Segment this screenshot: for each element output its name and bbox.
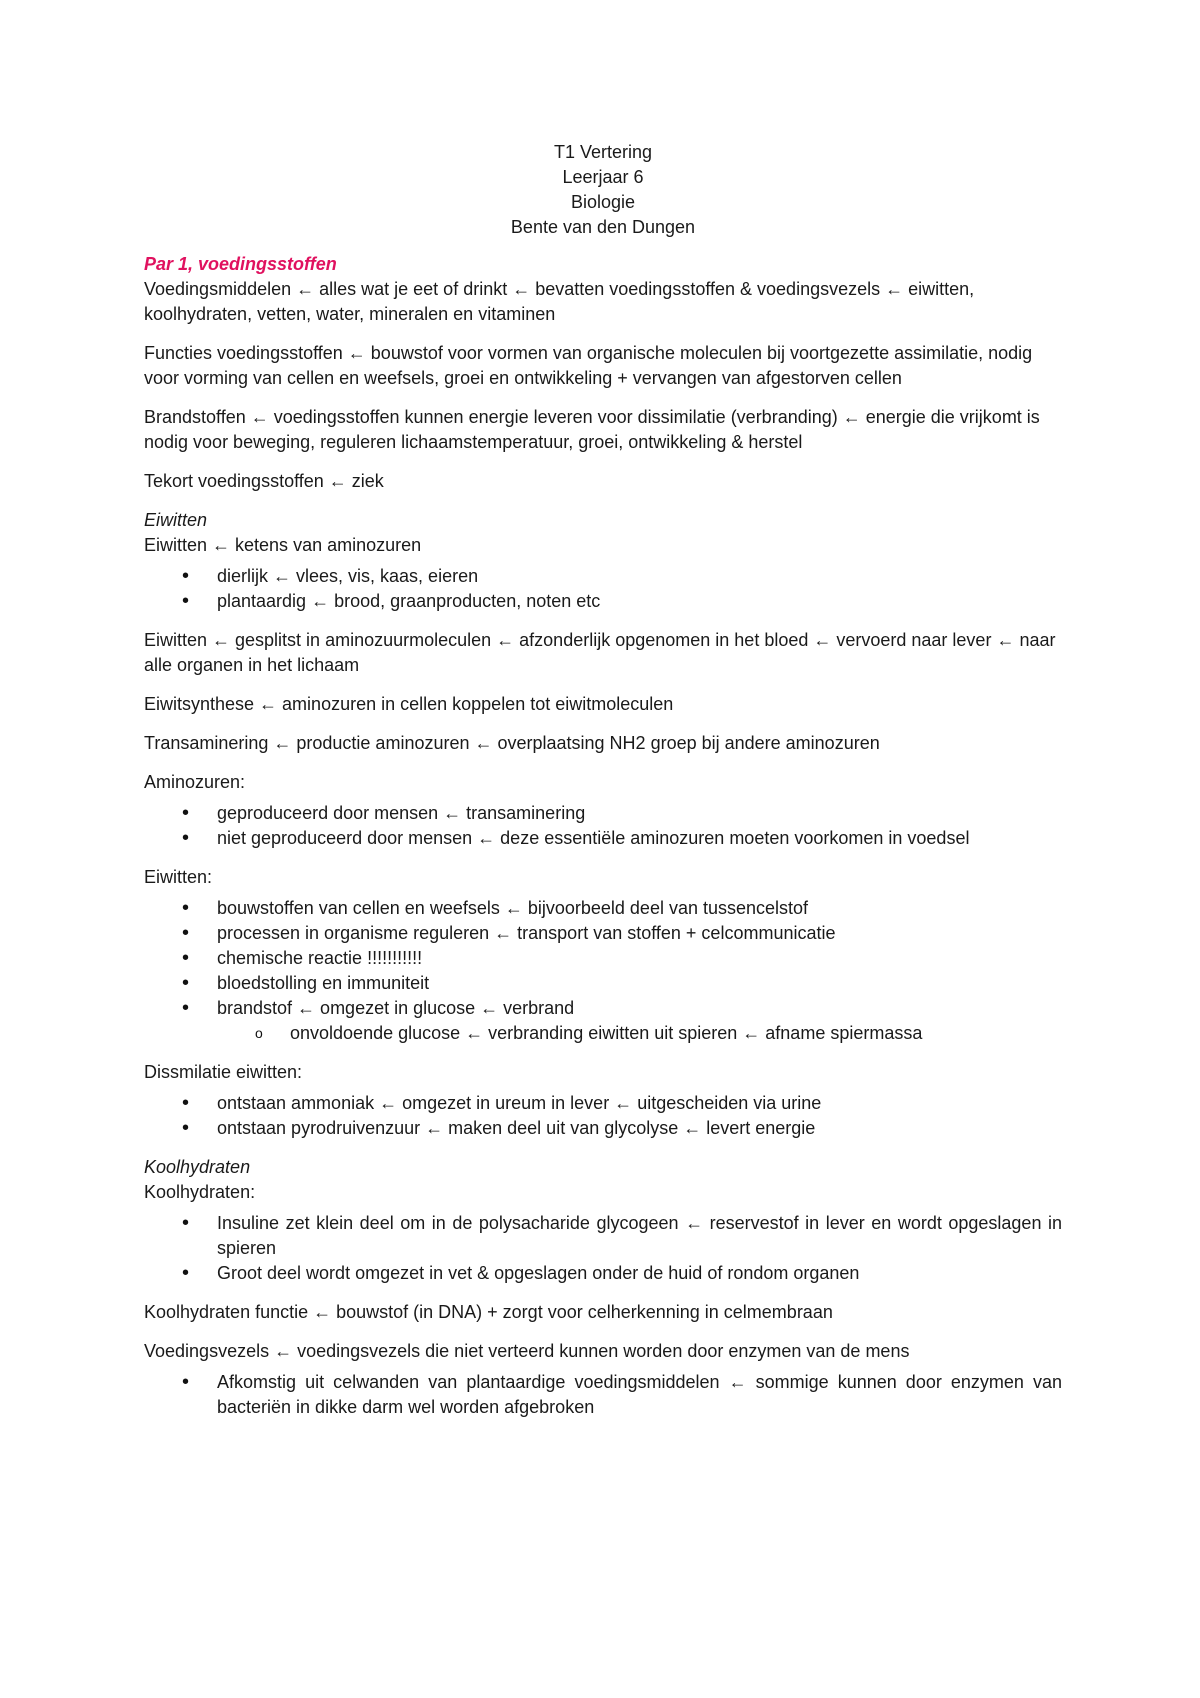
list-item: • ontstaan pyrodruivenzuur ← maken deel uit van glycolyse ← levert energie (144, 1116, 1062, 1141)
label-dissimilatie: Dissmilatie eiwitten: (144, 1062, 303, 1082)
list-item: • processen in organisme reguleren ← transport van stoffen + celcommunicatie (144, 921, 1062, 946)
list-item: • geproduceerd door mensen ← transaminering (144, 801, 1062, 826)
list-item: • Insuline zet klein deel om in de polysacharide glycogeen ← reservestof in lever en wordt opgeslagen in spieren (144, 1211, 1062, 1261)
list-voedingsvezels (144, 1370, 1062, 1420)
list-item: • plantaardig ← brood, graanproducten, noten etc (144, 589, 1062, 614)
subheading-koolhydraten: Koolhydraten (144, 1157, 251, 1177)
list-item: • bouwstoffen van cellen en weefsels ← bijvoorbeeld deel van tussencelstof (144, 896, 1062, 921)
paragraph-koolhydraten-functie: Koolhydraten functie ← bouwstof (in DNA) + zorgt voor celherkenning in celmembraan (144, 1302, 833, 1322)
subheading-eiwitten: Eiwitten (144, 510, 208, 530)
header-year: Leerjaar 6 (562, 167, 644, 187)
label-aminozuren: Aminozuren: (144, 772, 246, 792)
list-item: • bloedstolling en immuniteit (144, 971, 1062, 996)
paragraph-eiwitten-gesplitst: Eiwitten ← gesplitst in aminozuurmoleculen ← afzonderlijk opgenomen in het bloed ← vervoerd naar lever ← naar alle organen in het lichaam (144, 630, 1056, 675)
list-item: • ontstaan ammoniak ← omgezet in ureum in lever ← uitgescheiden via urine (144, 1091, 1062, 1116)
list-eiwitten-sub (144, 1021, 1062, 1046)
list-dissimilatie (144, 1091, 1062, 1141)
list-koolhydraten (144, 1211, 1062, 1286)
document-page (144, 140, 1062, 1434)
paragraph-functies: Functies voedingsstoffen ← bouwstof voor vormen van organische moleculen bij voortgezette assimilatie, nodig voor vorming van cellen en weefsels, groei en ontwikkeling + vervangen van afgestorven cellen (144, 343, 1033, 388)
paragraph-eiwitsynthese: Eiwitsynthese ← aminozuren in cellen koppelen tot eiwitmoleculen (144, 694, 674, 714)
paragraph-transaminering: Transaminering ← productie aminozuren ← overplaatsing NH2 groep bij andere aminozuren (144, 733, 880, 753)
list-item: • niet geproduceerd door mensen ← deze essentiële aminozuren moeten voorkomen in voedsel (144, 826, 1062, 851)
list-eiwitten-functies (144, 896, 1062, 1021)
label-koolhydraten: Koolhydraten: (144, 1182, 256, 1202)
list-eiwitten-bronnen (144, 564, 1062, 614)
list-item: • chemische reactie !!!!!!!!!!! (144, 946, 1062, 971)
paragraph-voedingsvezels: Voedingsvezels ← voedingsvezels die niet verteerd kunnen worden door enzymen van de mens (144, 1341, 910, 1361)
list-item: • Afkomstig uit celwanden van plantaardige voedingsmiddelen ← sommige kunnen door enzymen van bacteriën in dikke darm wel worden afgebroken (144, 1370, 1062, 1420)
label-eiwitten: Eiwitten: (144, 867, 213, 887)
section-title: Par 1, voedingsstoffen (144, 254, 337, 274)
document-header (144, 140, 1062, 240)
list-item: o onvoldoende glucose ← verbranding eiwitten uit spieren ← afname spiermassa (144, 1021, 1062, 1046)
list-item: • Groot deel wordt omgezet in vet & opgeslagen onder de huid of rondom organen (144, 1261, 1062, 1286)
paragraph-eiwitten-ketens: Eiwitten ← ketens van aminozuren (144, 535, 422, 555)
header-subject: Biologie (570, 192, 636, 212)
header-author: Bente van den Dungen (510, 217, 696, 237)
header-title: T1 Vertering (553, 142, 653, 162)
list-item: • brandstof ← omgezet in glucose ← verbrand (144, 996, 1062, 1021)
paragraph-brandstoffen: Brandstoffen ← voedingsstoffen kunnen energie leveren voor dissimilatie (verbranding) ← energie die vrijkomt is nodig voor beweging, reguleren lichaamstemperatuur, groei, ontwikkeling & herstel (144, 407, 1040, 452)
paragraph-voedingsmiddelen: Voedingsmiddelen ← alles wat je eet of drinkt ← bevatten voedingsstoffen & voedingsvezels ← eiwitten, koolhydraten, vetten, water, mineralen en vitaminen (144, 279, 975, 324)
list-item: • dierlijk ← vlees, vis, kaas, eieren (144, 564, 1062, 589)
paragraph-tekort: Tekort voedingsstoffen ← ziek (144, 471, 384, 491)
list-aminozuren (144, 801, 1062, 851)
